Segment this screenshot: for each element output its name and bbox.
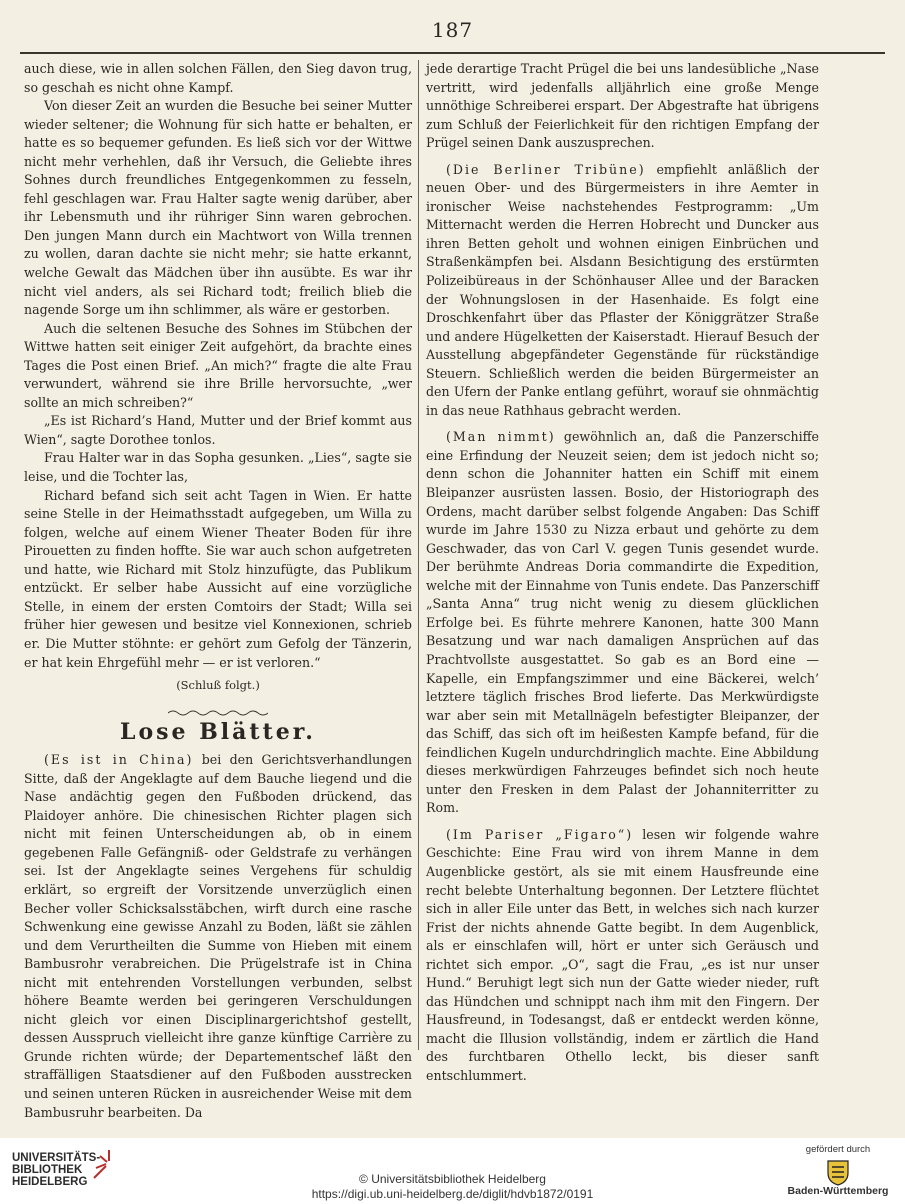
sponsor-block [783,1144,893,1197]
footer-bar [0,1138,905,1204]
left-paragraph-5: Frau Halter war in das Sopha gesunken. „Lies“, sagte sie leise, und die Tochter las, [24,450,412,485]
page-number: 187 [431,18,474,42]
right-paragraph-2: empfiehlt anläßlich der neuen Ober- und des Bürgermeisters in ihre Aemter in ironischer Weise nachstehendes Festprogramm: „Um Mitternacht werden die Herren Hobrecht und Duncker aus ihren Betten geholt und wohnen einigen Einbrüchen und Straßenkämpfen bei. Alsdann Besichtigung des erstürmten Polizeibüreaus in der Schönhauser Allee und der Baracken der Wohnungslosen in der Hasenhaide. Es folgt eine Droschkenfahrt über das Pflaster der Königgrätzer Straße und andere Hügelketten der Kaiserstadt. Hierauf Besuch der Ausstellung abgepfändeter Gegenstände für rückständige Steuern. Schließlich werden die beiden Bürgermeister an den Ufern der Panke entlang geführt, worauf sie ohnmächtig in das neue Rathhaus gebracht werden. [426,161,819,418]
left-column [24,60,412,1122]
right-paragraph-4-lead: (Im Pariser „Figaro“) [446,826,634,842]
right-paragraph-1: jede derartige Tracht Prügel die bei uns landesübliche „Nase vertritt, wird jedenfalls alljährlich eine große Menge unnöthige Schreiberei erspart. Der Abgestrafte hat übrigens zum Schluß der Feierlichkeit für den richtigen Empfang der Prügel seinen Dank auszusprechen. [426,61,819,151]
copyright-text: © Universitätsbibliothek Heidelberg [359,1172,546,1186]
header-rule [20,52,885,54]
column-divider [418,60,419,1050]
left-paragraph-4: „Es ist Richard’s Hand, Mutter und der Brief kommt aus Wien“, sagte Dorothee tonlos. [24,413,412,447]
left-paragraph-1: auch diese, wie in allen solchen Fällen, den Sieg davon trug, so geschah es nicht ohne Kampf. [24,61,412,95]
library-name-line-1: UNIVERSITÄTS- [12,1152,101,1164]
section-title: Lose Blätter. [120,718,316,745]
permalink-url[interactable]: https://digi.ub.uni-heidelberg.de/diglit/hdvb1872/0191 [311,1187,594,1201]
left-paragraph-3: Auch die seltenen Besuche des Sohnes im Stübchen der Wittwe hatten seit einiger Zeit aufgehört, da brachte eines Tages die Post einen Brief. „An mich?“ fragte die alte Frau verwundert, während sie ihre Brille hervorsuchte, „wer sollte an mich schreiben?“ [24,320,412,410]
sponsor-label: gefördert durch [805,1144,871,1155]
right-paragraph-3: gewöhnlich an, daß die Panzerschiffe eine Erfindung der Neuzeit seien; dem ist jedoch nicht so; denn schon die Johanniter hatten ein Schiff mit einem Bleipanzer ausrüsten lassen. Bosio, der Historiograph des Ordens, macht darüber selbst folgende Angaben: Das Schiff wurde im Jahre 1530 zu Nizza erbaut und gehörte zu dem Geschwader, das von Carl V. gegen Tunis gesendet wurde. Der berühmte Andreas Doria commandirte die Expedition, welche mit der Einnahme von Tunis endete. Das Panzerschiff „Santa Anna“ trug nicht wenig zu diesem glücklichen Erfolge bei. Es führte mehrere Kanonen, hatte 300 Mann Besatzung und war nach damaligen Ansprüchen auf das Prachtvollste ausgestattet. So gab es an Bord eine — Kapelle, ein Empfangszimmer und eine Bäckerei, welch’ letztere täglich frisches Brod lieferte. Das Merkwürdigste war aber sein mit Metallnägeln befestigter Bleipanzer, der das Schiff, das sich oft im heißesten Kampfe befand, für die feindlichen Kugeln undurchdringlich machte. Eine Abbildung dieses merkwürdigen Fahrzeuges befindet sich noch heute unter den Fresken in dem Palast der Johanniterritter zu Rom. [426,429,820,816]
left-paragraph-7: bei den Gerichtsverhandlungen Sitte, daß der Angeklagte auf dem Bauche liegend und die Nase andächtig gegen den Fußboden drückend, das Plaidoyer anhöre. Die chinesischen Richter plagen sich nicht mit feinen Unterscheidungen ab, ob in einem gegebenen Falle Gefängniß- oder Geldstrafe zu verhängen sei. Ist der Angeklagte seines Vergehens für schuldig erklärt, so ergreift der Vorsitzende unverzüglich einen Becher voller Schicksalsstäbchen, wirft durch eine rasche Schwenkung eine gewisse Anzahl zu Boden, läßt sie zählen und dem Verurtheilten die Summe von Hieben mit einem Bambusrohr verabreichen. Die Prügelstrafe ist in China nicht mit entehrenden Vorstellungen verbunden, selbst höhere Beamte werden bei geringeren Verschuldungen nicht gleich vor einen Disciplinargerichtshof gestellt, dessen Ausspruch vielleicht ihre ganze künftige Carrière zu Grunde richten würde; der Departementschef läßt den straffälligen Staatsdiener auf den Fußboden ausstrecken und seinen unteren Rücken in ausreichender Weise mit dem Bambusruhr bearbeiten. Da [24,752,413,1120]
right-paragraph-2-lead: (Die Berliner Tribüne) [446,161,646,177]
right-column [426,60,819,1086]
copyright-notice [0,1172,905,1202]
continued-note: (Schluß folgt.) [176,678,260,693]
library-name-line-2: BIBLIOTHEK [12,1164,83,1176]
library-name-line-3: HEIDELBERG [12,1176,88,1188]
right-paragraph-4: lesen wir folgende wahre Geschichte: Eine Frau wird von ihrem Manne in dem Augenblicke gestört, als sie mit einem Hausfreunde eine recht belebte Unterhaltung begonnen. Der Letztere flüchtet sich in aller Eile unter das Bett, in welches sich nach kurzer Frist der nichts ahnende Gatte begibt. In dem Augenblick, als er einschlafen will, hört er unter sich Geräusch und richtet sich empor. „O“, sagt die Frau, „es ist nur unser Hund.“ Beruhigt legt sich nun der Gatte wieder nieder, ruft das Hündchen und schnippt nach ihm mit den Fingern. Der Hausfreund, in Todesangst, daß er entdeckt werden könne, macht die Illusion vollständig, indem er zärtlich die Hand des furchtbaren Othello leckt, bis dieser sanft entschlummert. [426,826,819,1083]
left-paragraph-6: Richard befand sich seit acht Tagen in Wien. Er hatte seine Stelle in der Heimathsstadt aufgegeben, um Willa zu folgen, welche auf einem Wiener Theater Boden für ihre Pirouetten zu finden hoffte. Sie war auch schon aufgetreten und hatte, wie Richard mit Stolz hinzufügte, das Publikum entzückt. Er selber habe Aussicht auf eine vorzügliche Stelle, in einem der ersten Comtoirs der Stadt; Willa sei früher hier gewesen und besitze viel Konnexionen, schrieb er. Die Mutter stöhnte: er gehört zum Gefolg der Tänzerin, er hat kein Ehrgefühl mehr — er ist verloren.“ [24,487,412,670]
left-paragraph-2: Von dieser Zeit an wurden die Besuche bei seiner Mutter wieder seltener; die Wohnung für sich hatte er behalten, er hatte es so bequemer gefunden. Es ließ sich vor der Wittwe nicht mehr verhehlen, daß ihr Versuch, die Geliebte ihres Sohnes durch freundliches Entgegenkommen zu fesseln, fehl geschlagen war. Frau Halter sagte wenig darüber, aber ihr Lebensmuth und ihr rühriger Sinn waren gebrochen. Den jungen Mann durch ein Machtwort von Willa trennen zu wollen, daran dachte sie nicht mehr; sie hatte erkannt, welche Gewalt das Mädchen über ihn ausübte. Es war ihr nicht viel anders, als sei Richard todt; freilich blieb die nagende Sorge um ihn schlimmer, als wäre er gestorben. [24,98,412,318]
left-paragraph-7-lead: (Es ist in China) [44,752,194,768]
baden-wuerttemberg-crest-icon [825,1158,851,1186]
right-paragraph-3-lead: (Man nimmt) [446,429,556,445]
sponsor-name: Baden-Württemberg [787,1185,889,1197]
ornament-squiggle [168,709,268,717]
